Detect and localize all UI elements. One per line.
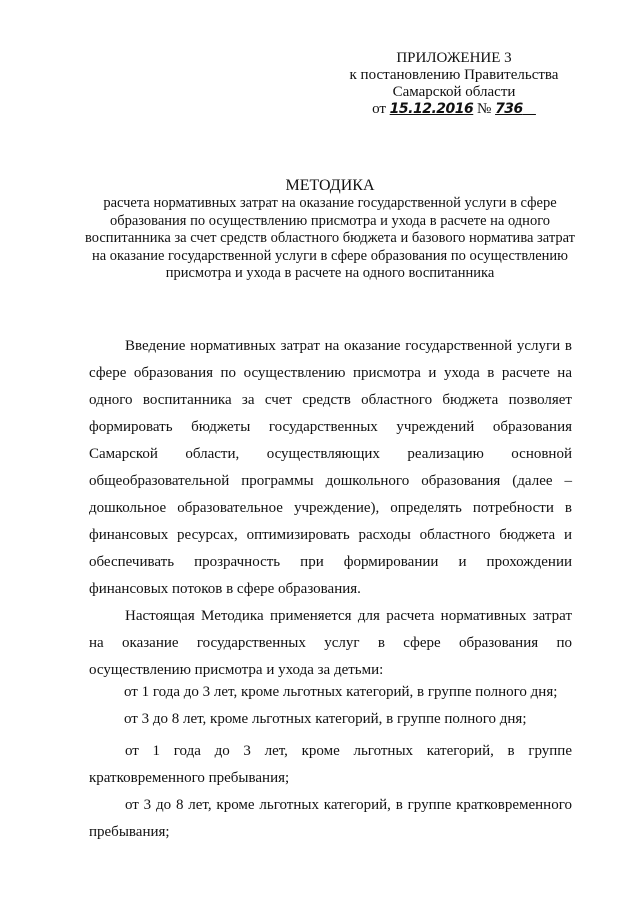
handwritten-date: 15.12.2016 [389, 101, 474, 117]
list-item-2: от 3 до 8 лет, кроме льготных категорий, в группе полного дня; [124, 711, 527, 727]
title-subtitle: расчета нормативных затрат на оказание государственной услуги в сфере образования по осуществлению присмотра и ухода в расчете на одного воспитанника за счет средств областного бюджета и базового норматива затрат на оказание государственной услуги в сфере образования по осуществлению присмотра и ухода в расчете на одного воспитанника [85, 195, 575, 281]
resolution-line: к постановлению Правительства [349, 67, 559, 83]
list-item-1: от 1 года до 3 лет, кроме льготных категорий, в группе полного дня; [124, 684, 558, 700]
list-item-3: от 1 года до 3 лет, кроме льготных категорий, в группе кратковременного пребывания; [89, 743, 572, 786]
number-underline [523, 101, 536, 117]
paragraph-scope: Настоящая Методика применяется для расчета нормативных затрат на оказание государственных услуг в сфере образования по осуществлению присмотра и ухода за детьми: [89, 608, 572, 678]
handwritten-number: 736 [495, 101, 523, 117]
list-item-4: от 3 до 8 лет, кроме льготных категорий, в группе кратковременного пребывания; [89, 797, 572, 840]
appendix-label: ПРИЛОЖЕНИЕ 3 [396, 50, 512, 66]
date-prefix: от [372, 101, 386, 117]
region-line: Самарской области [392, 84, 516, 100]
paragraph-introduction: Введение нормативных затрат на оказание государственной услуги в сфере образования по осуществлению присмотра и ухода в расчете на одного воспитанника за счет средств областного бюджета позволяет формировать бюджеты государственных учреждений образования Самарской области, осуществляющих реализацию основной общеобразовательной программы дошкольного образования (далее – дошкольное образовательное учреждение), определять потребности в финансовых ресурсах, оптимизировать расходы областного бюджета и обеспечивать прозрачность при формировании и прохождении финансовых потоков в сфере образования. [89, 338, 572, 597]
number-label: № [477, 101, 492, 117]
title-heading: МЕТОДИКА [285, 177, 375, 194]
appendix-header [324, 50, 584, 118]
date-number-line [324, 101, 584, 118]
document-title [80, 177, 580, 283]
